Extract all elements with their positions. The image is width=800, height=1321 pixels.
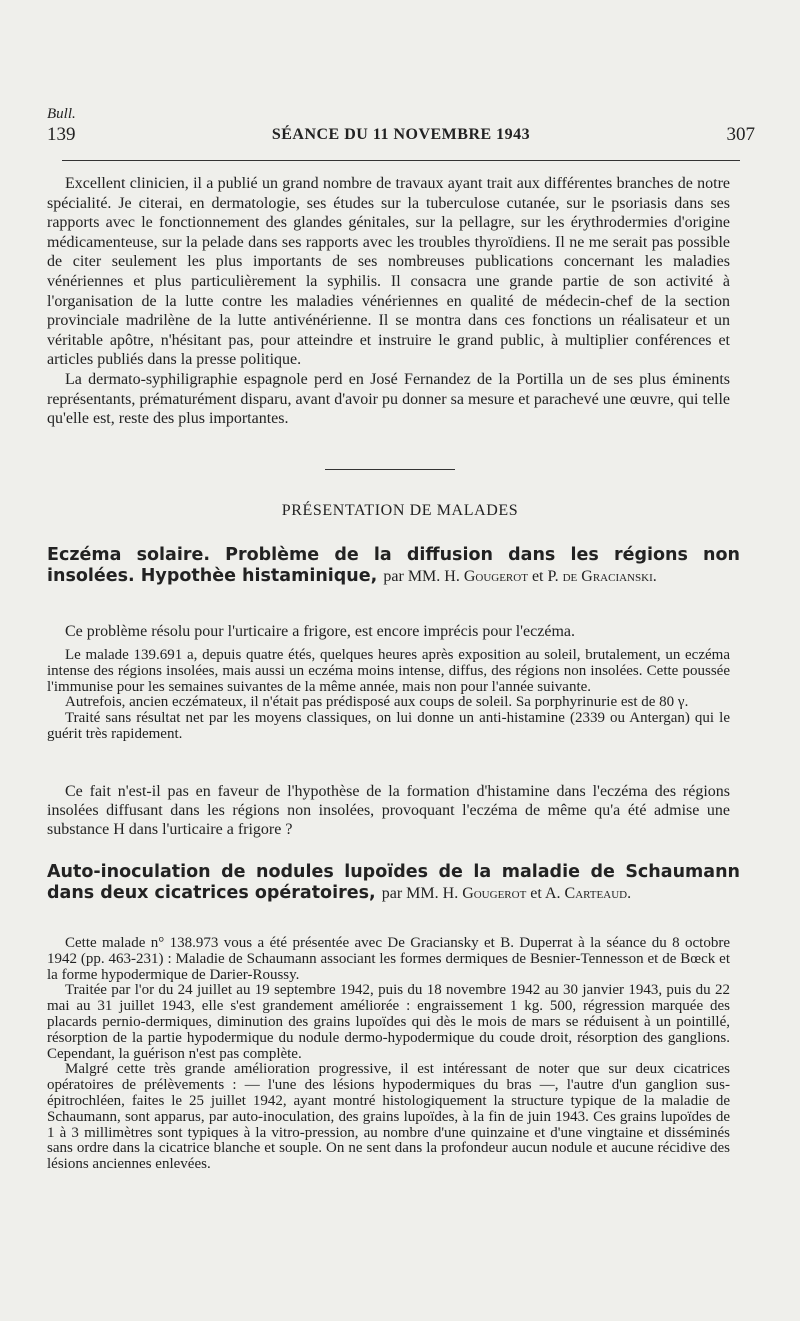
author-name: Gracianski. bbox=[581, 568, 657, 585]
obituary-paragraph: La dermato-syphiligraphie espagnole perd en José Fernandez de la Portilla un de ses plus éminents représentants, prématurément disparu, avant d'avoir pu donner sa mesure et parachevé une œuvre, qui telle qu'elle est, reste des plus importantes. bbox=[47, 370, 730, 428]
header-rule bbox=[62, 160, 740, 161]
article1-intro: Ce problème résolu pour l'urticaire a frigore, est encore imprécis pour l'eczéma. bbox=[65, 623, 575, 640]
section-divider bbox=[325, 469, 455, 470]
article-title-schaumann bbox=[47, 862, 740, 904]
case-paragraph: Le malade 139.691 a, depuis quatre étés, quelques heures après exposition au soleil, brutalement, un eczéma intense des régions insolées, mais aussi un eczéma moins intense, diffus, des régions non insolées. Cette poussée l'immunise pour les semaines suivantes de la même année, mais non pour l'année suivante. bbox=[47, 647, 730, 695]
article1-case-report bbox=[47, 648, 730, 743]
header-title: SÉANCE DU 11 NOVEMBRE 1943 bbox=[271, 126, 531, 143]
running-header bbox=[47, 124, 755, 150]
author-name: Gougerot bbox=[463, 568, 528, 585]
article-byline: par MM. H. Gougerot et A. Carteaud. bbox=[381, 885, 632, 902]
body-paragraph: Cette malade n° 138.973 vous a été présentée avec De Graciansky et B. Duperrat à la séance du 8 octobre 1942 (pp. 463-231) : Maladie de Schaumann associant les formes dermiques de Besnier-Tennesson et de Bœck et la forme hypodermique de Darier-Roussy. bbox=[47, 935, 730, 983]
author-name: Gougerot bbox=[462, 885, 527, 902]
case-paragraph: Autrefois, ancien eczémateux, il n'était pas prédisposé aux coups de soleil. Sa porphyrinurie est de 80 γ. bbox=[65, 694, 689, 711]
case-paragraph: Traité sans résultat net par les moyens classiques, on lui donne un anti-histamine (2339 ou Antergan) qui le guérit très rapidement. bbox=[47, 710, 730, 742]
page-number: 307 bbox=[726, 124, 755, 145]
author-particle: de bbox=[562, 568, 578, 585]
section-heading: PRÉSENTATION DE MALADES bbox=[281, 502, 519, 519]
obituary-paragraph: Excellent clinicien, il a publié un grand nombre de travaux ayant trait aux différentes branches de notre spécialité. Je citerai, en dermatologie, ses études sur la tuberculose cutanée, sur le psoriasis dans ses rapports avec le fonctionnement des glandes génitales, sur la pellagre, sur les érythrodermies d'origine médicamenteuse, sur la pelade dans ses rapports avec les troubles thyroïdiens. Il ne me serait pas possible de citer seulement les plus importants de ses nombreuses publications concernant les maladies vénériennes et plus particulièrement la syphilis. Il consacra une grande partie de son activité à l'organisation de la lutte contre les maladies vénériennes en qualité de médecin-chef de la section provinciale madrilène de la lutte antivénérienne. Il se montra dans ces fonctions un réalisateur et un véritable apôtre, n'hésitant pas, pour atteindre et instruire le grand public, à multiplier conférences et articles publiés dans la presse politique. bbox=[47, 175, 730, 369]
article1-conclusion: Ce fait n'est-il pas en faveur de l'hypothèse de la formation d'histamine dans l'eczéma des régions insolées diffusant dans les régions non insolées, provoquant l'eczéma de même qu'a été admise une substance H dans l'urticaire a frigore ? bbox=[47, 783, 730, 839]
body-paragraph: Malgré cette très grande amélioration progressive, il est intéressant de noter que sur deux cicatrices opératoires de prélèvements : — l'une des lésions hypodermiques du bras —, l'autre d'un ganglion sus-épitrochléen, faites le 25 juillet 1942, ayant montré histologiquement la structure typique de la maladie de Schaumann, sont apparus, par auto-inoculation, des grains lupoïdes, à la fin de juin 1943. Ces grains lupoïdes de 1 à 3 millimètres sont typiques à la vitro-pression, au nombre d'une quinzaine et d'une vingtaine et disséminés sans ordre dans la cicatrice blanche et souple. On ne sent dans la profondeur aucun nodule et aucune récidive des lésions anciennes enlevées. bbox=[47, 1061, 730, 1173]
article-title-eczema bbox=[47, 545, 740, 587]
article-title-text: Eczéma solaire. Problème de la diffusion dans les régions non insolées. Hypothèe histaminique, bbox=[47, 545, 740, 586]
article-byline: par MM. H. Gougerot et P. de Gracianski. bbox=[383, 568, 657, 585]
journal-abbrev: Bull. bbox=[47, 106, 76, 122]
article-title-text: Auto-inoculation de nodules lupoïdes de la maladie de Schaumann dans deux cicatrices opératoires, bbox=[47, 862, 740, 903]
article2-body bbox=[47, 936, 730, 1173]
obituary-text bbox=[47, 174, 730, 429]
author-name: Carteaud. bbox=[564, 885, 632, 902]
body-paragraph: Traitée par l'or du 24 juillet au 19 septembre 1942, puis du 18 novembre 1942 au 30 janvier 1943, puis du 22 mai au 31 juillet 1943, elle s'est grandement améliorée : engraissement 1 kg. 500, régression marquée des placards pernio-dermiques, diminution des grains lupoïdes qui dès le mois de mars se réduisent à un pointillé, résorption de la partie hypodermique du nodule dermo-hypodermique du coude droit, résorption des ganglions. Cependant, la guérison n'est pas complète. bbox=[47, 982, 730, 1062]
volume-number: 139 bbox=[47, 124, 76, 145]
